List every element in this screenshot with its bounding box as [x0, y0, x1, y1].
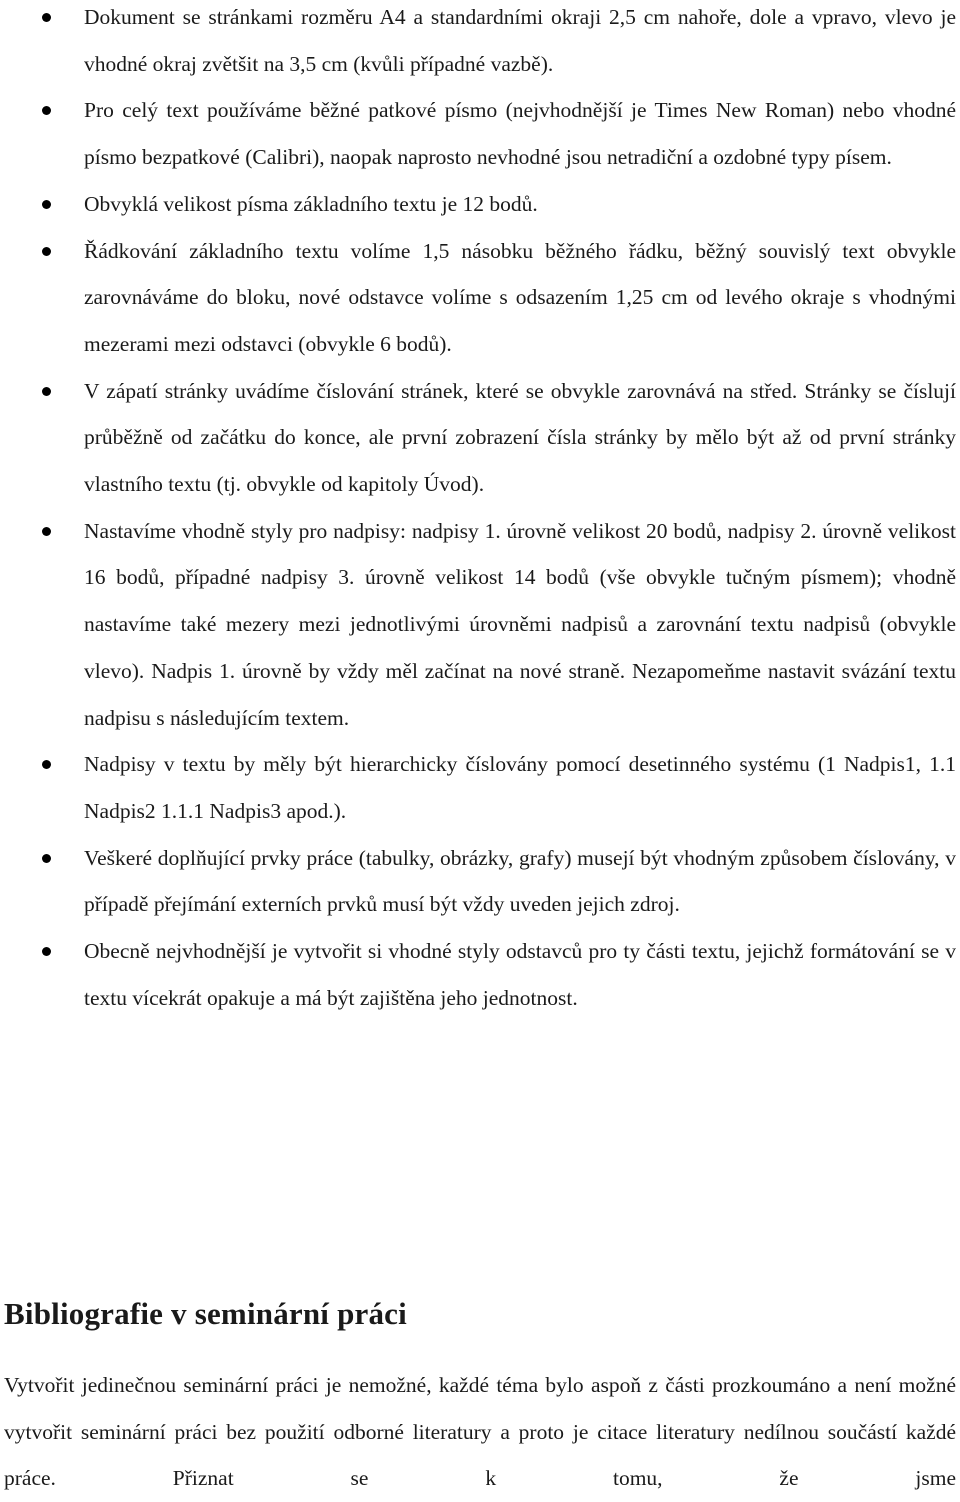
section-heading: Bibliografie v seminární práci	[4, 1296, 407, 1331]
bullet-icon	[42, 387, 51, 396]
section-paragraph: Vytvořit jedinečnou seminární práci je nemožné, každé téma bylo aspoň z části prozkoumáno a není možné vytvořit seminární práci bez použití odborné literatury a proto je citace literatury nedílnou součástí každé práce. Přiznat se k tomu, že jsme	[4, 1373, 956, 1490]
list-item	[0, 228, 960, 368]
bullet-icon	[42, 13, 51, 22]
list-item-text: Nastavíme vhodně styly pro nadpisy: nadpisy 1. úrovně velikost 20 bodů, nadpisy 2. úrovně velikost 16 bodů, případné nadpisy 3. úrovně velikost 14 bodů (vše obvykle tučným písmem); vhodně nastavíme také mezery mezi jednotlivými úrovněmi nadpisů a zarovnání textu nadpisů (obvykle vlevo). Nadpis 1. úrovně by vždy měl začínat na nové straně. Nezapomeňme nastavit svázání textu nadpisu s následujícím textem.	[84, 518, 956, 730]
bullet-icon	[42, 760, 51, 769]
list-item	[0, 87, 960, 180]
list-item	[0, 928, 960, 1021]
bullet-icon	[42, 200, 51, 209]
bullet-icon	[42, 106, 51, 115]
bullet-icon	[42, 947, 51, 956]
list-item-text: Řádkování základního textu volíme 1,5 násobku běžného řádku, běžný souvislý text obvykle zarovnáváme do bloku, nové odstavce volíme s odsazením 1,25 cm od levého okraje s vhodnými mezerami mezi odstavci (obvykle 6 bodů).	[84, 238, 956, 356]
bullet-icon	[42, 854, 51, 863]
list-item	[0, 0, 960, 87]
bullet-icon	[42, 527, 51, 536]
list-item-text: Obvyklá velikost písma základního textu je 12 bodů.	[84, 191, 538, 216]
list-item-text: Dokument se stránkami rozměru A4 a standardními okraji 2,5 cm nahoře, dole a vpravo, vlevo je vhodné okraj zvětšit na 3,5 cm (kvůli případné vazbě).	[84, 5, 956, 76]
list-item-text: V zápatí stránky uvádíme číslování stránek, které se obvykle zarovnává na střed. Stránky se číslují průběžně od začátku do konce, ale první zobrazení čísla stránky by mělo být až od první stránky vlastního textu (tj. obvykle od kapitoly Úvod).	[84, 378, 956, 497]
list-item	[0, 741, 960, 834]
list-item	[0, 508, 960, 742]
list-item-text: Nadpisy v textu by měly být hierarchicky číslovány pomocí desetinného systému (1 Nadpis1, 1.1 Nadpis2 1.1.1 Nadpis3 apod.).	[84, 752, 956, 823]
bullet-icon	[42, 247, 51, 256]
list-item	[0, 181, 960, 228]
list-item-text: Obecně nejvhodnější je vytvořit si vhodné styly odstavců pro ty části textu, jejichž formátování se v textu vícekrát opakuje a má být zajištěna jeho jednotnost.	[84, 939, 956, 1010]
list-item	[0, 835, 960, 928]
list-item-text: Pro celý text používáme běžné patkové písmo (nejvhodnější je Times New Roman) nebo vhodné písmo bezpatkové (Calibri), naopak naprosto nevhodné jsou netradiční a ozdobné typy písem.	[84, 98, 956, 170]
list-item	[0, 368, 960, 508]
list-item-text: Veškeré doplňující prvky práce (tabulky, obrázky, grafy) musejí být vhodným způsobem číslovány, v případě přejímání externích prvků musí být vždy uveden jejich zdroj.	[84, 845, 956, 917]
